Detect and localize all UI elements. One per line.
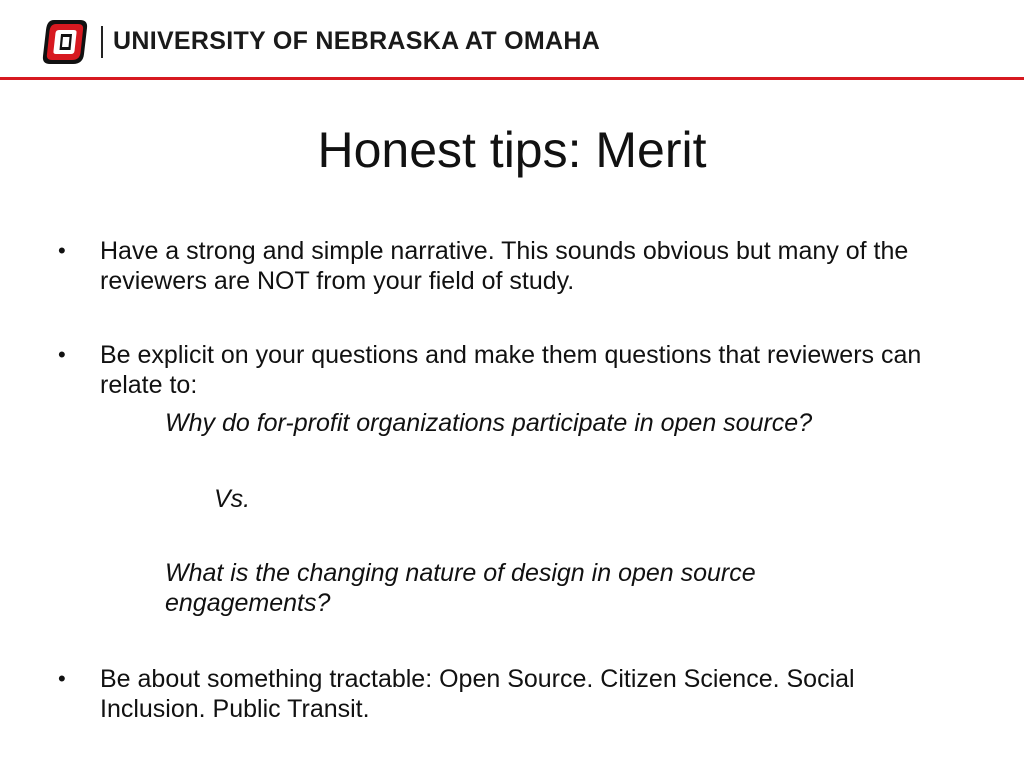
bullet-text: Be about something tractable: Open Source. Citizen Science. Social Inclusion. Public Transit.: [100, 665, 855, 723]
bullet-marker: •: [58, 342, 66, 367]
header-red-rule: [0, 77, 1024, 80]
bullet-list: [58, 236, 958, 724]
versus-label: Vs.: [214, 485, 251, 513]
bullet-item: [58, 664, 958, 724]
example-question: Why do for-profit organizations participate in open source?: [165, 409, 813, 437]
bullet-text: Have a strong and simple narrative. This sounds obvious but many of the reviewers are NOT from your field of study.: [100, 237, 909, 295]
bullet-marker: •: [58, 666, 66, 691]
bullet-item: [58, 340, 958, 400]
university-name: UNIVERSITY OF NEBRASKA AT OMAHA: [113, 27, 601, 55]
slide-header: [0, 0, 1024, 80]
example-question: What is the changing nature of design in open source engagements?: [165, 559, 756, 617]
bullet-item: [58, 236, 958, 296]
bullet-text: Be explicit on your questions and make them questions that reviewers can relate to:: [100, 341, 922, 399]
header-divider: [101, 26, 103, 58]
bullet-marker: •: [58, 238, 66, 263]
uno-o-logo-icon: [40, 18, 90, 66]
slide-title: Honest tips: Merit: [317, 122, 707, 178]
